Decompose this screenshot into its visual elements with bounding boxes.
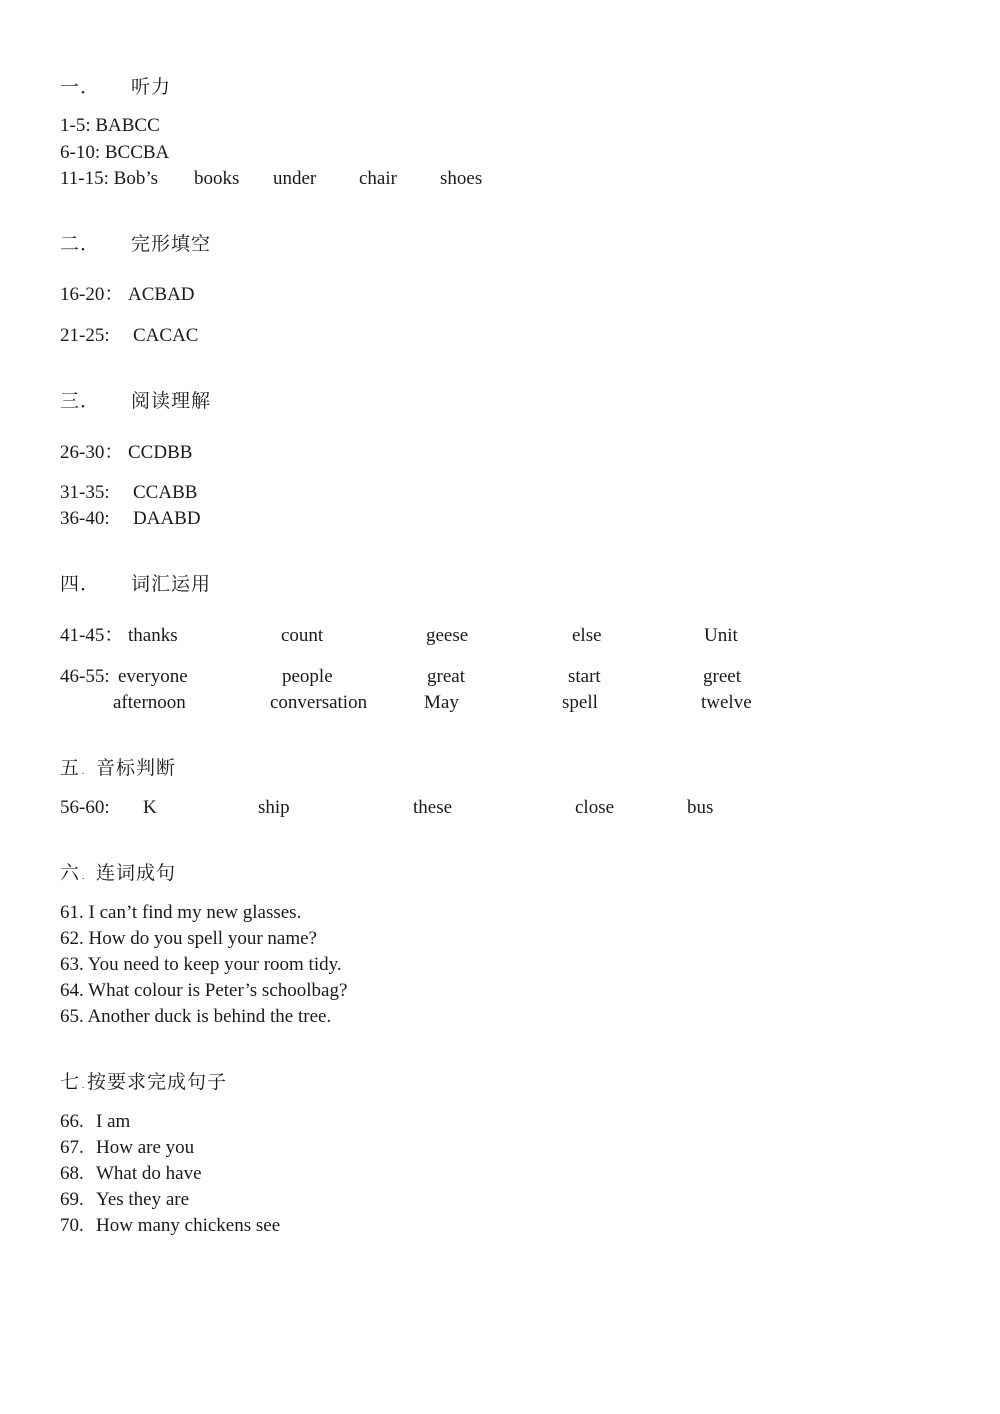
section-6-number: 六. (60, 862, 88, 884)
listening-line-1: 1-5: BABCC (60, 115, 160, 136)
sentence-line: 64. What colour is Peter’s schoolbag? (60, 980, 348, 1001)
complete-number: 68. (60, 1163, 84, 1184)
vocab-word: thanks (128, 625, 178, 646)
vocab-word: May (424, 692, 459, 713)
complete-number: 69. (60, 1189, 84, 1210)
reading-line-3-answer: DAABD (133, 508, 201, 529)
complete-number: 67. (60, 1137, 84, 1158)
sentence-line: 62. How do you spell your name? (60, 928, 317, 949)
sentence-line: 65. Another duck is behind the tree. (60, 1006, 332, 1027)
vocab-word: people (282, 666, 333, 687)
cloze-line-2-answer: CACAC (133, 325, 199, 346)
listening-word: chair (359, 168, 397, 189)
vocab-word: Unit (704, 625, 738, 646)
listening-word: under (273, 168, 317, 189)
vocab-word: geese (426, 625, 469, 646)
sentence-line: 63. You need to keep your room tidy. (60, 954, 342, 975)
vocab-word: start (568, 666, 601, 687)
complete-text: What do have (96, 1163, 202, 1184)
vocab-word: spell (562, 692, 598, 713)
vocab-line-1-label: 41-45： (60, 625, 124, 646)
listening-word: books (194, 168, 240, 189)
listening-line-2: 6-10: BCCBA (60, 142, 170, 163)
listening-word: shoes (440, 168, 483, 189)
complete-text: How are you (96, 1137, 195, 1158)
sentence-line: 61. I can’t find my new glasses. (60, 902, 302, 923)
phonetics-word: ship (258, 797, 290, 818)
reading-line-1-label: 26-30： (60, 442, 124, 463)
section-7-number: 七. (60, 1071, 88, 1093)
section-6-title: 连词成句 (96, 862, 177, 884)
reading-line-1-answer: CCDBB (128, 442, 193, 463)
phonetics-word: K (143, 797, 157, 818)
phonetics-word: bus (687, 797, 714, 818)
complete-text: Yes they are (96, 1189, 190, 1210)
section-1-number: 一． (60, 76, 101, 98)
vocab-word: else (572, 625, 602, 646)
vocab-word: great (427, 666, 465, 687)
vocab-word: twelve (701, 692, 752, 713)
listening-line-3-label: 11-15: Bob’s (60, 168, 158, 189)
vocab-word: everyone (118, 666, 188, 687)
cloze-line-1-label: 16-20： (60, 284, 124, 305)
section-4-number: 四． (60, 573, 101, 595)
section-5-title: 音标判断 (96, 757, 177, 779)
vocab-line-2-label: 46-55: (60, 666, 110, 687)
section-3-number: 三． (60, 390, 101, 412)
complete-number: 66. (60, 1111, 84, 1132)
cloze-line-1-answer: ACBAD (128, 284, 195, 305)
vocab-word: greet (703, 666, 741, 687)
vocab-word: conversation (270, 692, 368, 713)
reading-line-2-answer: CCABB (133, 482, 198, 503)
vocab-word: count (281, 625, 324, 646)
section-4-title: 词汇运用 (131, 573, 212, 595)
phonetics-label: 56-60: (60, 797, 110, 818)
section-7-title: 按要求完成句子 (87, 1071, 228, 1093)
section-3-title: 阅读理解 (131, 390, 212, 412)
phonetics-word: close (575, 797, 615, 818)
phonetics-word: these (413, 797, 453, 818)
reading-line-3-label: 36-40: (60, 508, 110, 529)
cloze-line-2-label: 21-25: (60, 325, 110, 346)
complete-text: How many chickens see (96, 1215, 281, 1236)
vocab-word: afternoon (113, 692, 186, 713)
reading-line-2-label: 31-35: (60, 482, 110, 503)
section-2-number: 二． (60, 233, 101, 255)
section-2-title: 完形填空 (131, 233, 212, 255)
section-1-title: 听力 (131, 76, 172, 98)
complete-text: I am (96, 1111, 131, 1132)
complete-number: 70. (60, 1215, 84, 1236)
section-5-number: 五. (60, 757, 88, 779)
